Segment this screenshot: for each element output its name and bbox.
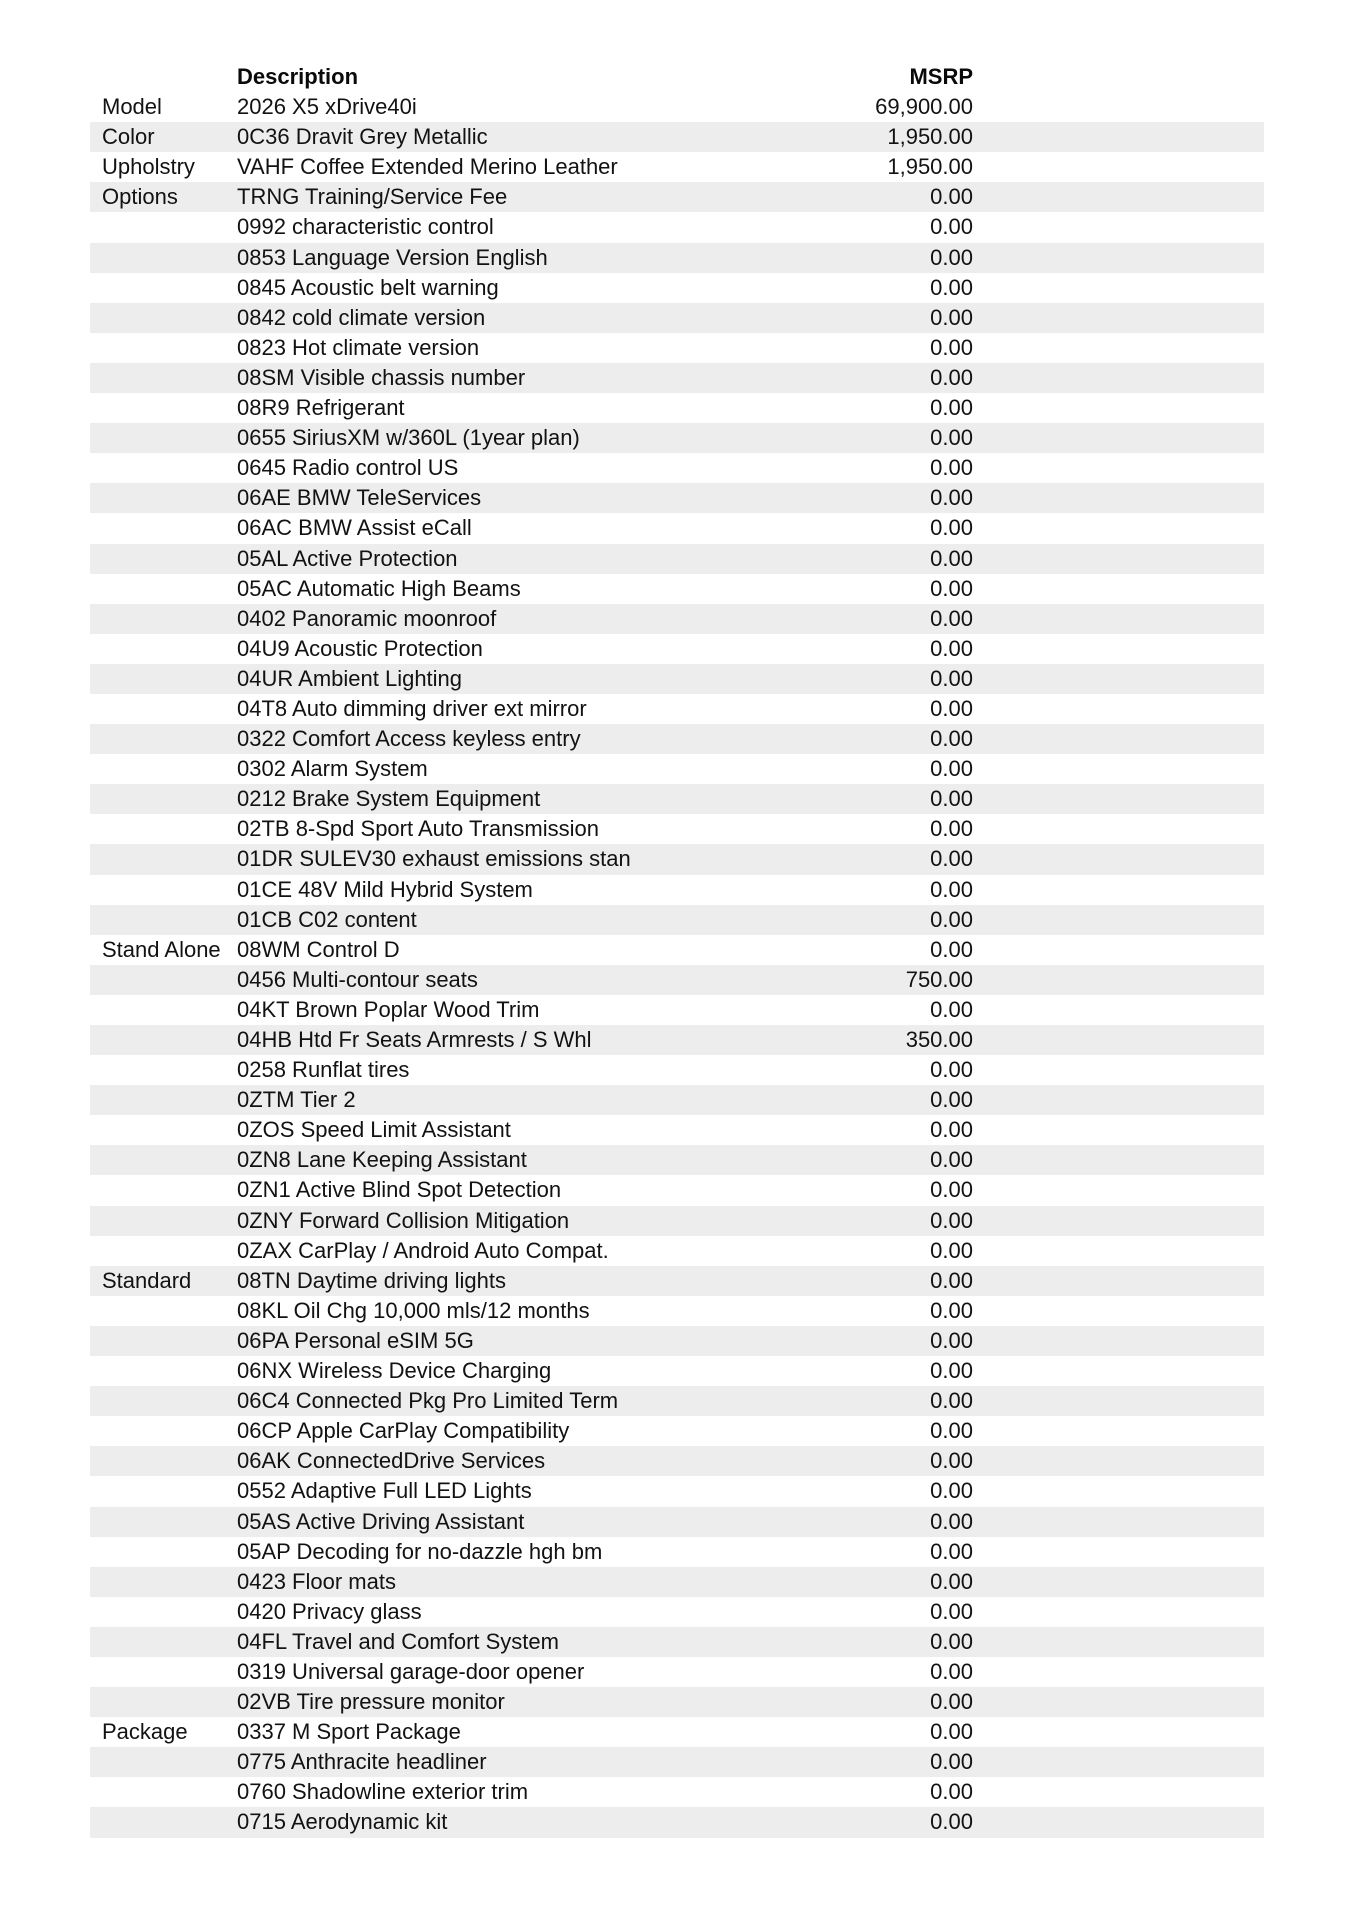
- row-msrp-value: 0.00: [930, 1658, 973, 1684]
- row-description: 02VB Tire pressure monitor: [237, 1689, 505, 1715]
- table-row: [90, 1326, 1264, 1356]
- table-row: [90, 1356, 1264, 1386]
- row-description: 0842 cold climate version: [237, 304, 486, 330]
- row-description: 0ZOS Speed Limit Assistant: [237, 1117, 511, 1143]
- row-description: 0ZN1 Active Blind Spot Detection: [237, 1177, 562, 1203]
- table-row: [90, 995, 1264, 1025]
- row-msrp-value: 0.00: [930, 1207, 973, 1233]
- row-msrp-value: 0.00: [930, 1508, 973, 1534]
- table-row: [90, 1175, 1264, 1205]
- table-row: [90, 152, 1264, 182]
- row-msrp-value: 0.00: [930, 786, 973, 812]
- row-msrp-value: 0.00: [930, 906, 973, 932]
- row-msrp-value: 0.00: [930, 635, 973, 661]
- description-column-header: Description: [237, 64, 359, 89]
- row-msrp-value: 0.00: [930, 1598, 973, 1624]
- row-category-label: Standard: [102, 1267, 192, 1293]
- row-description: 0456 Multi-contour seats: [237, 966, 478, 992]
- table-row: [90, 1717, 1264, 1747]
- row-description: 06AC BMW Assist eCall: [237, 515, 472, 541]
- table-row: [90, 1657, 1264, 1687]
- row-description: 01DR SULEV30 exhaust emissions stan: [237, 846, 631, 872]
- row-description: 05AC Automatic High Beams: [237, 575, 521, 601]
- row-description: 0ZN8 Lane Keeping Assistant: [237, 1147, 527, 1173]
- table-row: [90, 1537, 1264, 1567]
- row-msrp-value: 0.00: [930, 996, 973, 1022]
- row-description: 04FL Travel and Comfort System: [237, 1628, 559, 1654]
- table-row: [90, 1266, 1264, 1296]
- table-row: [90, 965, 1264, 995]
- table-row: [90, 1085, 1264, 1115]
- row-description: 06NX Wireless Device Charging: [237, 1358, 552, 1384]
- row-description: 0337 M Sport Package: [237, 1719, 461, 1745]
- table-row: [90, 544, 1264, 574]
- row-msrp-value: 0.00: [930, 1147, 973, 1173]
- row-description: 05AS Active Driving Assistant: [237, 1508, 525, 1534]
- row-msrp-value: 0.00: [930, 1719, 973, 1745]
- table-row: [90, 122, 1264, 152]
- row-description: 02TB 8-Spd Sport Auto Transmission: [237, 816, 599, 842]
- row-msrp-value: 0.00: [930, 304, 973, 330]
- table-row: [90, 483, 1264, 513]
- row-description: TRNG Training/Service Fee: [237, 184, 508, 210]
- row-description: 05AP Decoding for no-dazzle hgh bm: [237, 1538, 603, 1564]
- row-description: 08KL Oil Chg 10,000 mls/12 months: [237, 1297, 590, 1323]
- row-msrp-value: 0.00: [930, 334, 973, 360]
- row-msrp-value: 0.00: [930, 1237, 973, 1263]
- row-msrp-value: 0.00: [930, 936, 973, 962]
- row-msrp-value: 0.00: [930, 395, 973, 421]
- table-row: [90, 333, 1264, 363]
- table-row: [90, 423, 1264, 453]
- table-row: [90, 92, 1264, 122]
- table-row: [90, 664, 1264, 694]
- table-row: [90, 513, 1264, 543]
- row-description: 08WM Control D: [237, 936, 400, 962]
- table-row: [90, 1025, 1264, 1055]
- row-description: 0760 Shadowline exterior trim: [237, 1779, 529, 1805]
- row-description: VAHF Coffee Extended Merino Leather: [237, 154, 618, 180]
- table-row: [90, 784, 1264, 814]
- row-msrp-value: 0.00: [930, 515, 973, 541]
- row-msrp-value: 0.00: [930, 575, 973, 601]
- table-row: [90, 303, 1264, 333]
- row-msrp-value: 0.00: [930, 1448, 973, 1474]
- row-description: 0302 Alarm System: [237, 756, 428, 782]
- table-row: [90, 1687, 1264, 1717]
- row-msrp-value: 0.00: [930, 214, 973, 240]
- row-msrp-value: 0.00: [930, 1809, 973, 1835]
- row-description: 0845 Acoustic belt warning: [237, 274, 499, 300]
- table-row: [90, 212, 1264, 242]
- table-row: [90, 935, 1264, 965]
- row-msrp-value: 0.00: [930, 665, 973, 691]
- table-row: [90, 1296, 1264, 1326]
- row-description: 0420 Privacy glass: [237, 1598, 422, 1624]
- row-msrp-value: 0.00: [930, 545, 973, 571]
- row-description: 06C4 Connected Pkg Pro Limited Term: [237, 1388, 619, 1414]
- row-msrp-value: 0.00: [930, 756, 973, 782]
- table-row: [90, 1416, 1264, 1446]
- row-description: 04T8 Auto dimming driver ext mirror: [237, 695, 587, 721]
- row-msrp-value: 0.00: [930, 816, 973, 842]
- row-msrp-value: 0.00: [930, 1478, 973, 1504]
- row-description: 04U9 Acoustic Protection: [237, 635, 483, 661]
- row-msrp-value: 0.00: [930, 1749, 973, 1775]
- row-description: 0212 Brake System Equipment: [237, 786, 541, 812]
- row-description: 04UR Ambient Lighting: [237, 665, 463, 691]
- row-description: 0775 Anthracite headliner: [237, 1749, 487, 1775]
- table-row: [90, 1807, 1264, 1837]
- table-row: [90, 1145, 1264, 1175]
- row-msrp-value: 0.00: [930, 1267, 973, 1293]
- table-row: [90, 363, 1264, 393]
- row-description: 0655 SiriusXM w/360L (1year plan): [237, 425, 580, 451]
- row-description: 0258 Runflat tires: [237, 1057, 410, 1083]
- row-msrp-value: 1,950.00: [887, 124, 973, 150]
- row-msrp-value: 0.00: [930, 1297, 973, 1323]
- table-row: [90, 844, 1264, 874]
- table-row: [90, 182, 1264, 212]
- table-row: [90, 574, 1264, 604]
- table-row: [90, 1236, 1264, 1266]
- row-category-label: Options: [102, 184, 178, 210]
- table-row: [90, 1567, 1264, 1597]
- row-description: 0ZTM Tier 2: [237, 1087, 356, 1113]
- row-msrp-value: 0.00: [930, 1689, 973, 1715]
- row-description: 01CE 48V Mild Hybrid System: [237, 876, 533, 902]
- table-row: [90, 1507, 1264, 1537]
- row-description: 06PA Personal eSIM 5G: [237, 1327, 474, 1353]
- table-row: [90, 243, 1264, 273]
- row-category-label: Color: [102, 124, 155, 150]
- row-msrp-value: 0.00: [930, 876, 973, 902]
- row-description: 0552 Adaptive Full LED Lights: [237, 1478, 532, 1504]
- row-description: 0402 Panoramic moonroof: [237, 605, 497, 631]
- table-row: [90, 1115, 1264, 1145]
- table-row: [90, 634, 1264, 664]
- row-description: 08TN Daytime driving lights: [237, 1267, 506, 1293]
- row-msrp-value: 0.00: [930, 1117, 973, 1143]
- table-body: [90, 92, 1264, 1837]
- table-row: [90, 1386, 1264, 1416]
- table-row: [90, 1476, 1264, 1506]
- row-description: 0319 Universal garage-door opener: [237, 1658, 585, 1684]
- table-row: [90, 814, 1264, 844]
- table-row: [90, 1206, 1264, 1236]
- row-msrp-value: 0.00: [930, 184, 973, 210]
- vehicle-pricing-sheet: [90, 62, 1264, 1838]
- row-description: 2026 X5 xDrive40i: [237, 94, 417, 120]
- row-description: 0C36 Dravit Grey Metallic: [237, 124, 488, 150]
- row-description: 01CB C02 content: [237, 906, 417, 932]
- row-msrp-value: 0.00: [930, 1087, 973, 1113]
- table-row: [90, 754, 1264, 784]
- row-msrp-value: 0.00: [930, 1418, 973, 1444]
- row-description: 08R9 Refrigerant: [237, 395, 405, 421]
- table-header-row: [90, 62, 1264, 92]
- row-msrp-value: 0.00: [930, 1177, 973, 1203]
- table-row: [90, 273, 1264, 303]
- row-msrp-value: 0.00: [930, 1628, 973, 1654]
- row-description: 06AE BMW TeleServices: [237, 485, 482, 511]
- row-description: 04KT Brown Poplar Wood Trim: [237, 996, 540, 1022]
- row-msrp-value: 0.00: [930, 1568, 973, 1594]
- table-row: [90, 1446, 1264, 1476]
- table-row: [90, 1627, 1264, 1657]
- row-description: 0992 characteristic control: [237, 214, 494, 240]
- table-row: [90, 453, 1264, 483]
- row-msrp-value: 0.00: [930, 1327, 973, 1353]
- row-msrp-value: 0.00: [930, 455, 973, 481]
- table-row: [90, 875, 1264, 905]
- row-description: 05AL Active Protection: [237, 545, 458, 571]
- row-msrp-value: 0.00: [930, 846, 973, 872]
- row-description: 06CP Apple CarPlay Compatibility: [237, 1418, 570, 1444]
- row-msrp-value: 750.00: [905, 966, 973, 992]
- table-row: [90, 1055, 1264, 1085]
- row-description: 0423 Floor mats: [237, 1568, 396, 1594]
- row-msrp-value: 0.00: [930, 244, 973, 270]
- row-msrp-value: 0.00: [930, 726, 973, 752]
- row-msrp-value: 0.00: [930, 1779, 973, 1805]
- row-description: 0ZAX CarPlay / Android Auto Compat.: [237, 1237, 609, 1263]
- row-msrp-value: 0.00: [930, 485, 973, 511]
- row-msrp-value: 0.00: [930, 1358, 973, 1384]
- row-category-label: Upholstry: [102, 154, 195, 180]
- row-description: 0645 Radio control US: [237, 455, 459, 481]
- row-description: 0322 Comfort Access keyless entry: [237, 726, 581, 752]
- row-msrp-value: 0.00: [930, 364, 973, 390]
- row-msrp-value: 0.00: [930, 425, 973, 451]
- msrp-column-header: MSRP: [909, 64, 973, 89]
- row-category-label: Package: [102, 1719, 188, 1745]
- row-msrp-value: 69,900.00: [875, 94, 973, 120]
- table-row: [90, 724, 1264, 754]
- row-description: 06AK ConnectedDrive Services: [237, 1448, 546, 1474]
- table-row: [90, 1747, 1264, 1777]
- row-description: 0ZNY Forward Collision Mitigation: [237, 1207, 570, 1233]
- row-description: 0715 Aerodynamic kit: [237, 1809, 448, 1835]
- row-category-label: Stand Alone: [102, 936, 221, 962]
- row-category-label: Model: [102, 94, 162, 120]
- row-msrp-value: 1,950.00: [887, 154, 973, 180]
- row-msrp-value: 0.00: [930, 695, 973, 721]
- table-row: [90, 393, 1264, 423]
- row-description: 0853 Language Version English: [237, 244, 548, 270]
- row-msrp-value: 0.00: [930, 274, 973, 300]
- table-row: [90, 604, 1264, 634]
- row-msrp-value: 0.00: [930, 1057, 973, 1083]
- row-description: 0823 Hot climate version: [237, 334, 480, 360]
- table-row: [90, 905, 1264, 935]
- row-description: 04HB Htd Fr Seats Armrests / S Whl: [237, 1027, 592, 1052]
- row-msrp-value: 0.00: [930, 605, 973, 631]
- row-msrp-value: 350.00: [905, 1027, 973, 1052]
- row-description: 08SM Visible chassis number: [237, 364, 526, 390]
- row-msrp-value: 0.00: [930, 1388, 973, 1414]
- table-row: [90, 1777, 1264, 1807]
- table-row: [90, 694, 1264, 724]
- table-row: [90, 1597, 1264, 1627]
- row-msrp-value: 0.00: [930, 1538, 973, 1564]
